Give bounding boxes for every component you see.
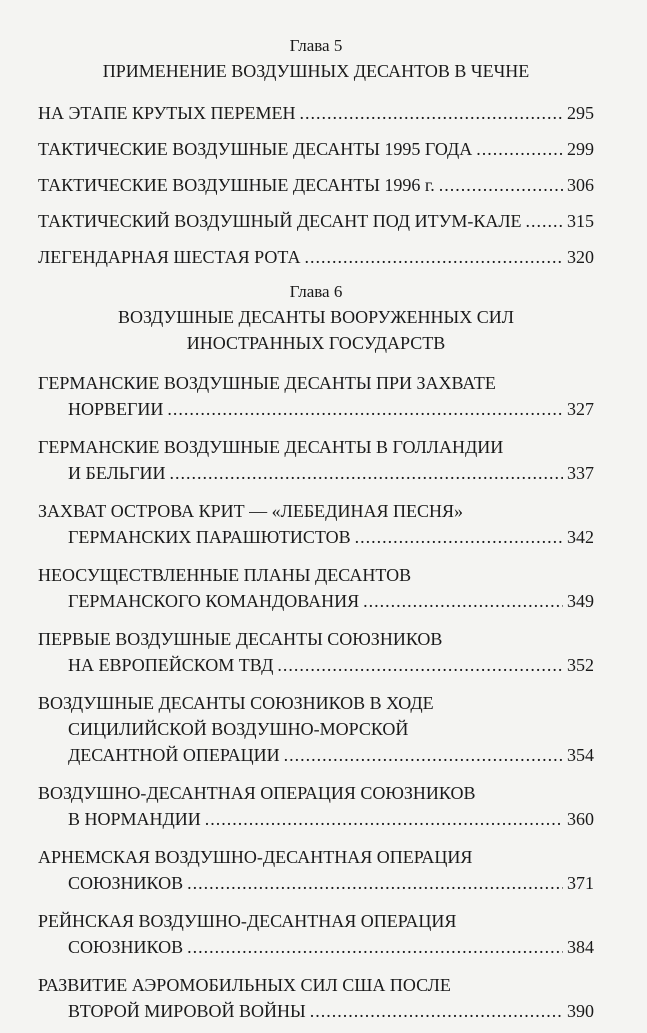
page-number: 337 [567, 463, 594, 483]
entry-title-cont: СИЦИЛИЙСКОЙ ВОЗДУШНО-МОРСКОЙ [68, 719, 409, 739]
leader-dots [299, 100, 563, 126]
toc-entry[interactable] [38, 626, 594, 678]
leader-dots [439, 172, 563, 198]
toc-entry[interactable] [38, 136, 594, 162]
leader-dots [205, 806, 563, 832]
entry-title-cont: НА ЕВРОПЕЙСКОМ ТВД [68, 655, 274, 675]
entry-title: ТАКТИЧЕСКИЕ ВОЗДУШНЫЕ ДЕСАНТЫ 1995 ГОДА [38, 139, 473, 159]
entry-title: НА ЭТАПЕ КРУТЫХ ПЕРЕМЕН [38, 103, 296, 123]
toc-entry[interactable] [38, 100, 594, 126]
toc-entry[interactable] [38, 562, 594, 614]
page-number: 352 [567, 655, 594, 675]
toc-entry[interactable] [38, 908, 594, 960]
entry-title: ВОЗДУШНО-ДЕСАНТНАЯ ОПЕРАЦИЯ СОЮЗНИКОВ [38, 783, 476, 803]
page-number: 295 [567, 103, 594, 123]
leader-dots [310, 998, 563, 1024]
chapter-title-line: ВОЗДУШНЫЕ ДЕСАНТЫ ВООРУЖЕННЫХ СИЛ [118, 307, 514, 327]
toc-entry[interactable] [38, 434, 594, 486]
leader-dots [277, 652, 563, 678]
page-number: 306 [567, 175, 594, 195]
toc-entry[interactable] [38, 972, 594, 1024]
leader-dots [476, 136, 563, 162]
entry-title: ЗАХВАТ ОСТРОВА КРИТ — «ЛЕБЕДИНАЯ ПЕСНЯ» [38, 501, 463, 521]
toc-entry[interactable] [38, 844, 594, 896]
toc-entry[interactable] [38, 498, 594, 550]
leader-dots [305, 244, 564, 270]
page-number: 299 [567, 139, 594, 159]
toc-entry[interactable] [38, 780, 594, 832]
entry-title: ГЕРМАНСКИЕ ВОЗДУШНЫЕ ДЕСАНТЫ ПРИ ЗАХВАТЕ [38, 373, 496, 393]
page-number: 384 [567, 937, 594, 957]
page-number: 360 [567, 809, 594, 829]
entry-title-cont: И БЕЛЬГИИ [68, 463, 166, 483]
entry-title: ПЕРВЫЕ ВОЗДУШНЫЕ ДЕСАНТЫ СОЮЗНИКОВ [38, 629, 443, 649]
toc-entry[interactable] [38, 370, 594, 422]
leader-dots [355, 524, 563, 550]
toc-page [38, 36, 594, 1024]
entry-title: РАЗВИТИЕ АЭРОМОБИЛЬНЫХ СИЛ США ПОСЛЕ [38, 975, 451, 995]
toc-entry[interactable] [38, 172, 594, 198]
page-number: 354 [567, 745, 594, 765]
entry-title: РЕЙНСКАЯ ВОЗДУШНО-ДЕСАНТНАЯ ОПЕРАЦИЯ [38, 911, 457, 931]
leader-dots [284, 742, 563, 768]
entry-title: ТАКТИЧЕСКИЙ ВОЗДУШНЫЙ ДЕСАНТ ПОД ИТУМ-КАЛЕ [38, 211, 522, 231]
leader-dots [363, 588, 563, 614]
page-number: 315 [567, 211, 594, 231]
page-number: 320 [567, 247, 594, 267]
entry-title: НЕОСУЩЕСТВЛЕННЫЕ ПЛАНЫ ДЕСАНТОВ [38, 565, 412, 585]
toc-entry[interactable] [38, 208, 594, 234]
leader-dots [526, 208, 563, 234]
chapter-title-line: ИНОСТРАННЫХ ГОСУДАРСТВ [186, 333, 446, 353]
entry-title-cont: В НОРМАНДИИ [68, 809, 201, 829]
chapter-6 [38, 282, 594, 1024]
entry-title: ЛЕГЕНДАРНАЯ ШЕСТАЯ РОТА [38, 247, 301, 267]
page-number: 390 [567, 1001, 594, 1021]
entry-title-cont: ГЕРМАНСКИХ ПАРАШЮТИСТОВ [68, 527, 351, 547]
leader-dots [187, 870, 563, 896]
entry-title-cont: ВТОРОЙ МИРОВОЙ ВОЙНЫ [68, 1001, 306, 1021]
toc-entry[interactable] [38, 244, 594, 270]
entry-title: ТАКТИЧЕСКИЕ ВОЗДУШНЫЕ ДЕСАНТЫ 1996 г. [38, 175, 435, 195]
entry-title-cont: НОРВЕГИИ [68, 399, 164, 419]
chapter-title: ПРИМЕНЕНИЕ ВОЗДУШНЫХ ДЕСАНТОВ В ЧЕЧНЕ [102, 61, 530, 81]
entry-title: ГЕРМАНСКИЕ ВОЗДУШНЫЕ ДЕСАНТЫ В ГОЛЛАНДИИ [38, 437, 504, 457]
entry-title: ВОЗДУШНЫЕ ДЕСАНТЫ СОЮЗНИКОВ В ХОДЕ [38, 693, 434, 713]
leader-dots [167, 396, 563, 422]
chapter-5 [38, 36, 594, 270]
leader-dots [187, 934, 563, 960]
entry-title-cont: ДЕСАНТНОЙ ОПЕРАЦИИ [68, 745, 280, 765]
entry-title: АРНЕМСКАЯ ВОЗДУШНО-ДЕСАНТНАЯ ОПЕРАЦИЯ [38, 847, 473, 867]
chapter-label: Глава 6 [289, 282, 343, 301]
page-number: 342 [567, 527, 594, 547]
chapter-title [38, 304, 594, 356]
entry-title-cont: СОЮЗНИКОВ [68, 873, 184, 893]
page-number: 327 [567, 399, 594, 419]
page-number: 349 [567, 591, 594, 611]
toc-entry[interactable] [38, 690, 594, 768]
chapter-label: Глава 5 [289, 36, 343, 55]
entry-title-cont: СОЮЗНИКОВ [68, 937, 184, 957]
page-number: 371 [567, 873, 594, 893]
leader-dots [170, 460, 563, 486]
entry-title-cont: ГЕРМАНСКОГО КОМАНДОВАНИЯ [68, 591, 360, 611]
